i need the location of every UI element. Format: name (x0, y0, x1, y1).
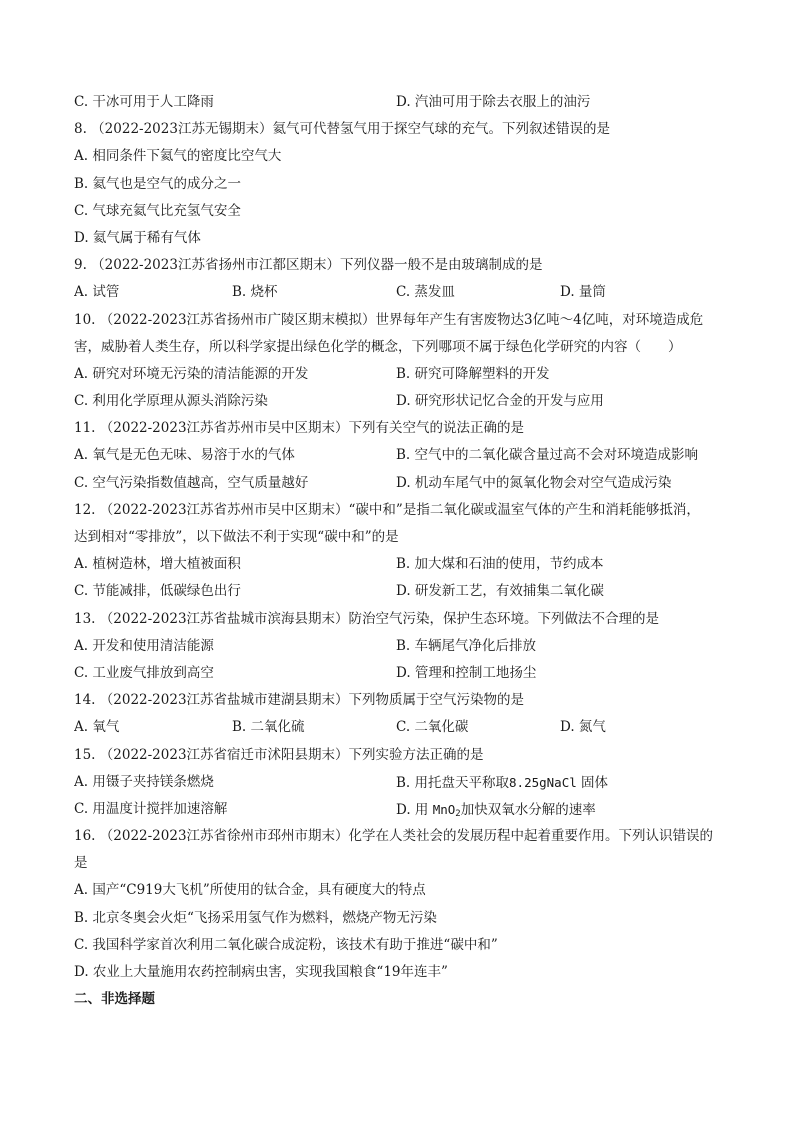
answer-option: D. 量筒 (560, 284, 606, 301)
question-text-line: D. 农业上大量施用农药控制病虫害，实现我国粮食“19年连丰” (74, 964, 448, 980)
answer-option: C. 干冰可用于人工降雨 (74, 94, 214, 110)
answer-option: C. 蒸发皿 (396, 284, 455, 301)
answer-options-row (74, 361, 724, 388)
question-text-line: 10. （2022-2023江苏省扬州市广陵区期末模拟）世界每年产生有害废物达3亿吨～4亿吨，对环境造成危 (74, 311, 704, 328)
question-text-line: 达到相对“零排放”，以下做法不利于实现“碳中和”的是 (74, 529, 399, 545)
question-text-line: C. 我国科学家首次利用二氧化碳合成淀粉，该技术有助于推进“碳中和” (74, 936, 498, 953)
answer-option: B. 二氧化硫 (232, 719, 305, 736)
answer-options-row (74, 714, 724, 741)
section-heading: 二、非选择题 (74, 991, 155, 1008)
question-text-line: 14. （2022-2023江苏省盐城市建湖县期末）下列物质属于空气污染物的是 (74, 692, 525, 709)
answer-option (396, 796, 724, 823)
chemical-formula (433, 802, 461, 817)
question-text-line: C. 气球充氦气比充氢气安全 (74, 202, 241, 219)
mass-value: 8.25gNaCl (509, 774, 577, 790)
question-text-line: 15. （2022-2023江苏省宿迁市沭阳县期末）下列实验方法正确的是 (74, 746, 484, 763)
answer-options-row (74, 551, 724, 578)
answer-options-row (74, 660, 724, 687)
answer-options-row (74, 578, 724, 605)
question-list (74, 89, 724, 1013)
formula-subscript: 2 (455, 808, 461, 819)
answer-option (396, 769, 724, 796)
answer-option: D. 研究形状记忆合金的开发与应用 (396, 393, 604, 410)
answer-option: C. 空气污染指数值越高，空气质量越好 (74, 474, 309, 491)
answer-options-row (74, 633, 724, 660)
answer-option: C. 用温度计搅拌加速溶解 (74, 800, 228, 817)
option-text: 固体 (576, 774, 609, 791)
answer-option: D. 研发新工艺，有效捕集二氧化碳 (396, 583, 604, 600)
question-text-line: A. 相同条件下氦气的密度比空气大 (74, 148, 282, 165)
answer-option: B. 加大煤和石油的使用，节约成本 (396, 556, 604, 573)
answer-option: C. 工业废气排放到高空 (74, 664, 214, 681)
answer-option: A. 试管 (74, 284, 120, 301)
answer-option: D. 氮气 (560, 719, 606, 736)
answer-option: A. 氧气是无色无味、易溶于水的气体 (74, 447, 295, 464)
answer-option: C. 利用化学原理从源头消除污染 (74, 393, 268, 410)
answer-option: D. 汽油可用于除去衣服上的油污 (396, 94, 591, 110)
formula-text: MnO (432, 801, 456, 817)
answer-option: D. 机动车尾气中的氮氧化物会对空气造成污染 (396, 474, 672, 491)
answer-option: C. 二氧化碳 (396, 719, 469, 736)
answer-option: A. 研究对环境无污染的清洁能源的开发 (74, 365, 309, 382)
option-text: B. 用托盘天平称取 (396, 774, 510, 791)
question-text-line: A. 国产“C919大飞机”所使用的钛合金，具有硬度大的特点 (74, 882, 426, 899)
question-text-line: 13. （2022-2023江苏省盐城市滨海县期末）防治空气污染，保护生态环境。下列做法不合理的是 (74, 610, 660, 627)
answer-option: A. 开发和使用清洁能源 (74, 637, 214, 654)
answer-option: A. 氧气 (74, 719, 120, 736)
question-text-line: 是 (74, 855, 88, 872)
option-text: 加快双氧水分解的速率 (460, 801, 596, 818)
answer-options-row (74, 89, 724, 116)
answer-option: D. 管理和控制工地扬尘 (396, 664, 537, 681)
question-text-line: 11. （2022-2023江苏省苏州市吴中区期末）下列有关空气的说法正确的是 (74, 420, 525, 437)
answer-option: B. 研究可降解塑料的开发 (396, 365, 550, 382)
answer-option: C. 节能减排，低碳绿色出行 (74, 583, 241, 600)
option-text: D. 用 (396, 801, 433, 818)
question-text-line: 12. （2022-2023江苏省苏州市吴中区期末）“碳中和”是指二氧化碳或温室气体的产生和消耗能够抵消， (74, 501, 700, 518)
question-text-line: B. 北京冬奥会火炬“飞扬采用氢气作为燃料，燃烧产物无污染 (74, 909, 437, 926)
answer-options-row (74, 388, 724, 415)
answer-options-row (74, 279, 724, 306)
answer-options-row (74, 769, 724, 796)
answer-option: B. 烧杯 (232, 284, 278, 301)
answer-options-row (74, 470, 724, 497)
answer-option: B. 车辆尾气净化后排放 (396, 637, 537, 654)
question-text-line: 9. （2022-2023江苏省扬州市江都区期末）下列仪器一般不是由玻璃制成的是 (74, 257, 543, 274)
answer-option: A. 用镊子夹持镁条燃烧 (74, 773, 214, 790)
answer-options-row (74, 442, 724, 469)
answer-options-row (74, 796, 724, 823)
answer-option: B. 空气中的二氧化碳含量过高不会对环境造成影响 (396, 447, 699, 464)
question-text-line: 害，威胁着人类生存，所以科学家提出绿色化学的概念，下列哪项不属于绿色化学研究的内容（ ） (74, 338, 682, 355)
question-text-line: 16. （2022-2023江苏省徐州市邳州市期末）化学在人类社会的发展历程中起着重要作用。下列认识错误的 (74, 828, 714, 845)
question-text-line: D. 氦气属于稀有气体 (74, 229, 201, 246)
question-text-line: 8. （2022-2023江苏无锡期末）氦气可代替氢气用于探空气球的充气。下列叙述错误的是 (74, 121, 610, 138)
question-text-line: B. 氦气也是空气的成分之一 (74, 175, 242, 192)
answer-option: A. 植树造林，增大植被面积 (74, 556, 241, 573)
